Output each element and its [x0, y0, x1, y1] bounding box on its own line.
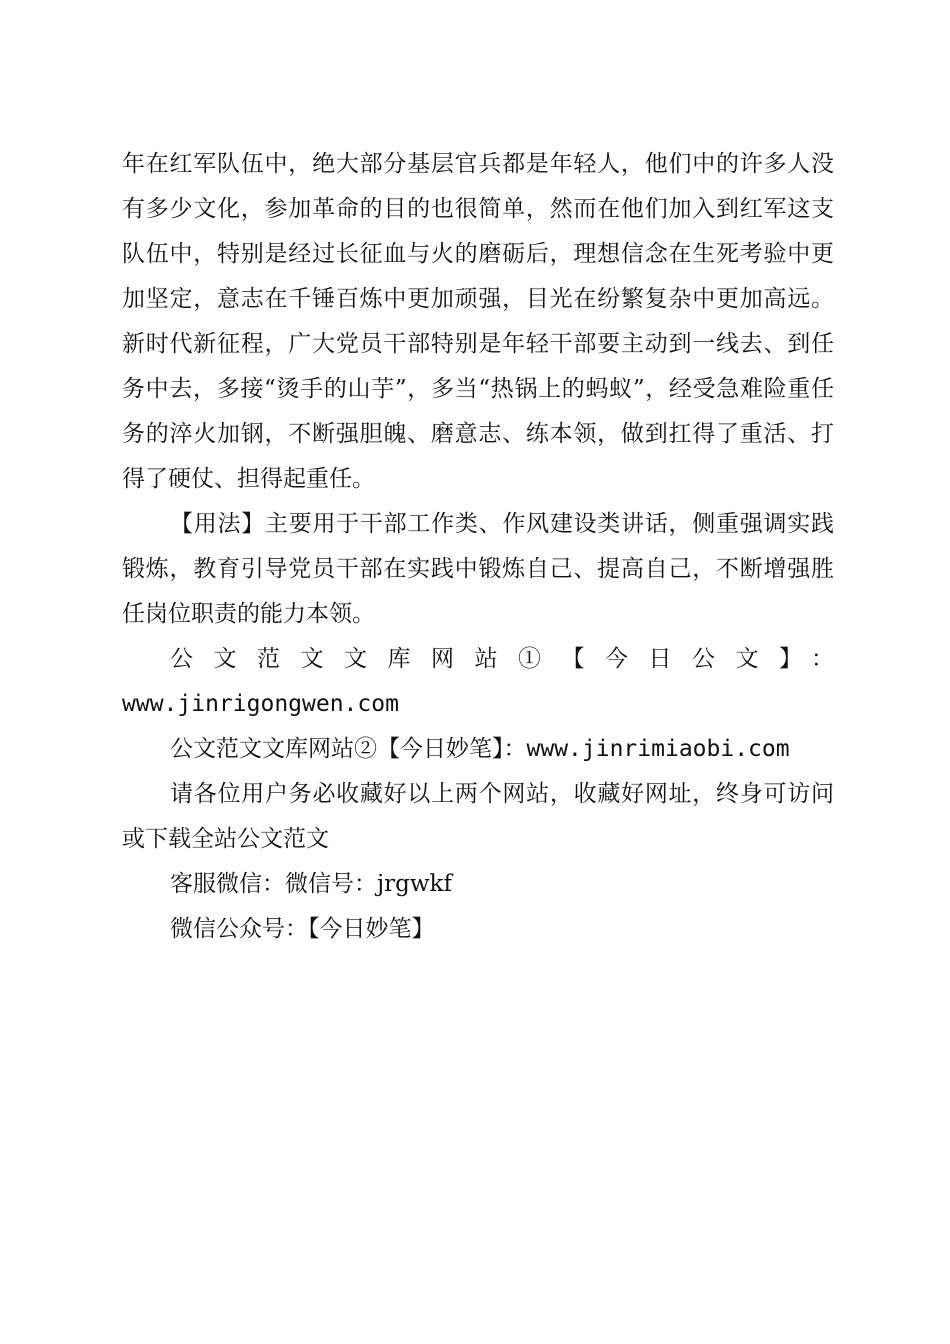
site1-url[interactable]: www.jinrigongwen.com [122, 691, 399, 717]
site2-line [122, 727, 834, 772]
service-wechat: 客服微信：微信号：jrgwkf [170, 871, 452, 897]
usage-paragraph: 【用法】主要用于干部工作类、作风建设类讲话，侧重强调实践锻炼，教育引导党员干部在实践中锻炼自己、提高自己，不断增强胜任岗位职责的能力本领。 [122, 511, 834, 627]
site2-label: 公文范文文库网站②【今日妙笔】： [170, 736, 527, 762]
notice-paragraph: 请各位用户务必收藏好以上两个网站，收藏好网址，终身可访问或下载全站公文范文 [122, 781, 834, 852]
official-account: 微信公众号：【今日妙笔】 [170, 916, 435, 942]
site2-url[interactable]: www.jinrimiaobi.com [526, 736, 790, 762]
document-page [122, 142, 834, 952]
main-paragraph: 年在红军队伍中，绝大部分基层官兵都是年轻人，他们中的许多人没有多少文化，参加革命的目的也很简单，然而在他们加入到红军这支队伍中，特别是经过长征血与火的磨砺后，理想信念在生死考验中更加坚定，意志在千锤百炼中更加顽强，目光在纷繁复杂中更加高远。新时代新征程，广大党员干部特别是年轻干部要主动到一线去、到任务中去，多接“烫手的山芋”，多当“热锅上的蚂蚁”，经受急难险重任务的淬火加钢，不断强胆魄、磨意志、练本领，做到扛得了重活、打得了硬仗、担得起重任。 [122, 151, 834, 492]
site1-label: 公文范文文库网站①【今日公文】： [170, 646, 834, 672]
